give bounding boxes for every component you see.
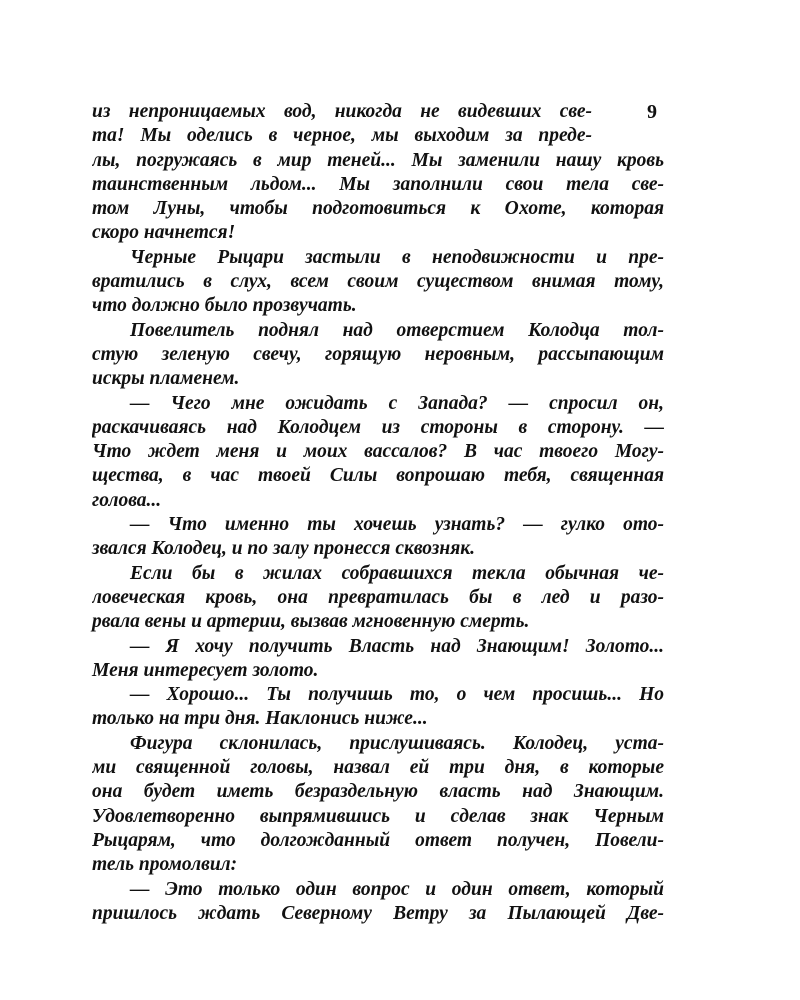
text-line: Если бы в жилах собравшихся текла обычная че- [130,562,664,584]
text-line: — Я хочу получить Власть над Знающим! Золото... [130,635,664,657]
text-line: Черные Рыцари застыли в неподвижности и пре- [130,246,664,268]
text-line: только на три дня. Наклонись ниже... [92,708,428,730]
text-line: Удовлетворенно выпрямившись и сделав знак Черным [92,805,664,827]
text-line: Повелитель поднял над отверстием Колодца тол- [130,319,664,341]
text-line: — Это только один вопрос и один ответ, который [130,878,664,900]
text-line: Меня интересует золото. [92,659,319,681]
text-line: ловеческая кровь, она превратилась бы в лед и разо- [92,586,664,608]
text-line: Рыцарям, что долгожданный ответ получен, Повели- [92,829,664,851]
text-line: раскачиваясь над Колодцем из стороны в сторону. — [92,416,664,438]
text-line: ми священной головы, назвал ей три дня, в которые [92,757,664,779]
page-number: 9 [647,101,657,123]
text-line: из непроницаемых вод, никогда не видевших све- [92,101,592,122]
text-line: пришлось ждать Северному Ветру за Пылающей Две- [92,902,664,924]
text-line: том Луны, чтобы подготовиться к Охоте, которая [92,198,664,220]
text-line: тель промолвил: [92,854,238,876]
text-line: она будет иметь безраздельную власть над Знающим. [92,781,664,803]
text-line: рвала вены и артерии, вызвав мгновенную смерть. [92,611,530,633]
body-text [92,100,664,926]
text-line: Что ждет меня и моих вассалов? В час твоего Могу- [92,441,664,463]
text-line: — Хорошо... Ты получишь то, о чем просишь... Но [130,684,664,706]
text-line: таинственным льдом... Мы заполнили свои тела све- [92,173,664,195]
text-line: лы, погружаясь в мир теней... Мы заменили нашу кровь [92,149,664,171]
text-line: что должно было прозвучать. [92,295,357,317]
text-line: — Чего мне ожидать с Запада? — спросил он, [130,392,664,414]
text-line: голова... [92,489,162,511]
text-line: стую зеленую свечу, горящую неровным, рассыпающим [92,343,664,365]
text-line: звался Колодец, и по залу пронесся сквозняк. [92,538,476,560]
text-line: скоро начнется! [92,222,236,244]
text-line: Фигура склонилась, прислушиваясь. Колодец, уста- [130,732,664,754]
text-line: — Что именно ты хочешь узнать? — гулко ото- [130,514,664,536]
text-line: искры пламенем. [92,368,240,390]
text-line: вратились в слух, всем своим существом внимая тому, [92,271,664,293]
text-line: щества, в час твоей Силы вопрошаю тебя, священная [92,465,664,487]
text-line: та! Мы оделись в черное, мы выходим за преде- [92,125,592,147]
